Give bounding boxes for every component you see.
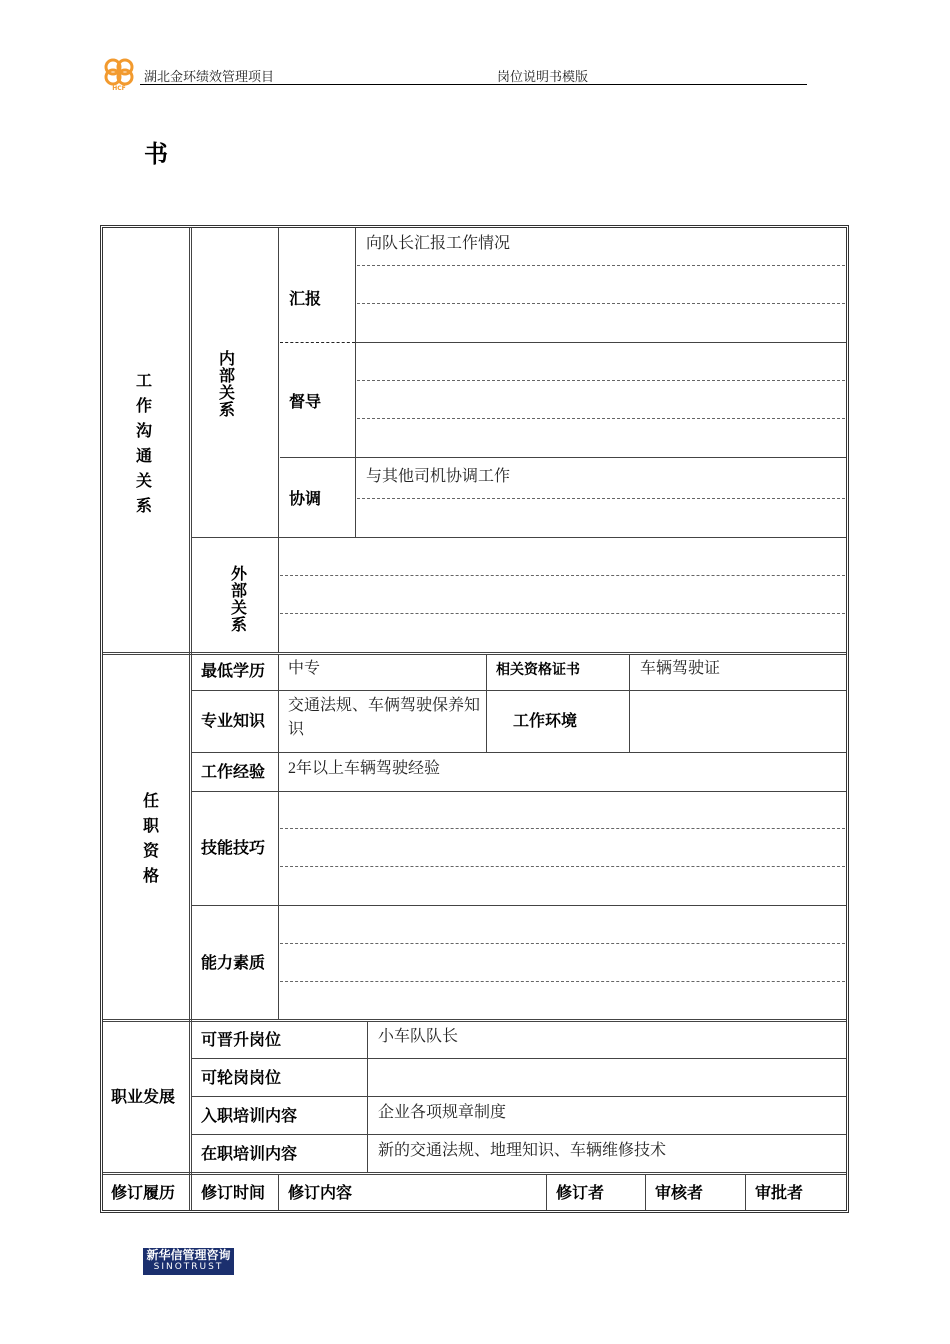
company-logo [101,55,137,91]
report-label: 汇报 [289,289,322,308]
work-environment-label: 工作环境 [513,711,578,730]
column-divider [278,655,279,1019]
blank-line [280,981,845,982]
report-value: 向队长汇报工作情况 [366,235,511,252]
blank-line [280,943,845,944]
blank-line [357,380,845,381]
entry-training-label: 入职培训内容 [201,1106,298,1125]
blank-line [280,866,845,867]
experience-value: 2年以上车辆驾驶经验 [288,760,441,777]
promotion-label: 可晋升岗位 [201,1030,282,1049]
knowledge-value: 交通法规、车俩驾驶保养知识 [288,697,481,738]
skills-label: 技能技巧 [201,838,266,857]
row-divider [191,1134,846,1135]
certificate-value: 车辆驾驶证 [640,660,721,677]
column-divider [278,1175,279,1210]
reviewer-label: 审核者 [655,1183,704,1202]
row-divider [191,537,846,538]
row-divider [191,690,846,691]
document-type: 岗位说明书模版 [497,69,589,84]
certificate-label: 相关资格证书 [496,662,580,678]
entry-training-value: 企业各项规章制度 [378,1104,507,1121]
column-divider [546,1175,547,1210]
brand-chinese: 新华信管理咨询 [146,1248,231,1262]
logo-text: HCF [112,85,126,91]
rotation-label: 可轮岗岗位 [201,1068,282,1087]
onjob-training-value: 新的交通法规、地理知识、车辆维修技术 [378,1142,667,1159]
section-label-revision: 修订履历 [111,1183,176,1202]
column-divider [355,228,356,537]
section-label-communication: 工 作 沟 通 关 系 [135,371,152,515]
section-label-qualification: 任 职 资 格 [142,791,159,885]
section-divider [103,1019,846,1022]
blank-line [280,828,845,829]
row-divider [191,1058,846,1059]
column-divider [367,1022,368,1172]
column-divider [486,655,487,752]
sinotrust-logo [143,1248,234,1275]
section-label-career: 职业发展 [111,1087,176,1106]
blank-line [357,418,845,419]
column-divider [645,1175,646,1210]
blank-line [357,265,845,266]
revision-time-label: 修订时间 [201,1183,266,1202]
revision-content-label: 修订内容 [288,1183,353,1202]
row-divider [280,342,355,343]
internal-relations-label: 内 部 关 系 [218,349,235,419]
promotion-value: 小车队队长 [378,1028,459,1045]
ability-label: 能力素质 [201,953,266,972]
section-divider [103,1172,846,1175]
blank-line [280,575,845,576]
external-relations-label: 外 部 关 系 [230,564,247,634]
column-divider [189,228,192,1210]
column-divider [745,1175,746,1210]
brand-english: SINOTRUST [153,1262,224,1272]
blank-line [357,303,845,304]
supervise-label: 督导 [289,392,322,411]
blank-line [280,613,845,614]
knowledge-label: 专业知识 [201,711,266,730]
row-divider [280,457,846,458]
column-divider [629,655,630,752]
page-title: 书 [144,140,168,168]
blank-line [357,498,845,499]
row-divider [191,752,846,753]
coordinate-value: 与其他司机协调工作 [366,468,511,485]
coordinate-label: 协调 [289,489,322,508]
experience-label: 工作经验 [201,762,266,781]
header-rule [140,84,807,85]
reviser-label: 修订者 [556,1183,605,1202]
onjob-training-label: 在职培训内容 [201,1144,298,1163]
section-divider [103,652,846,655]
row-divider [191,905,846,906]
row-divider [191,1096,846,1097]
row-divider [191,791,846,792]
approver-label: 审批者 [755,1183,804,1202]
column-divider [278,228,279,652]
education-label: 最低学历 [201,661,266,680]
education-value: 中专 [288,660,321,677]
row-divider [355,342,846,343]
project-name: 湖北金环绩效管理项目 [144,69,275,84]
